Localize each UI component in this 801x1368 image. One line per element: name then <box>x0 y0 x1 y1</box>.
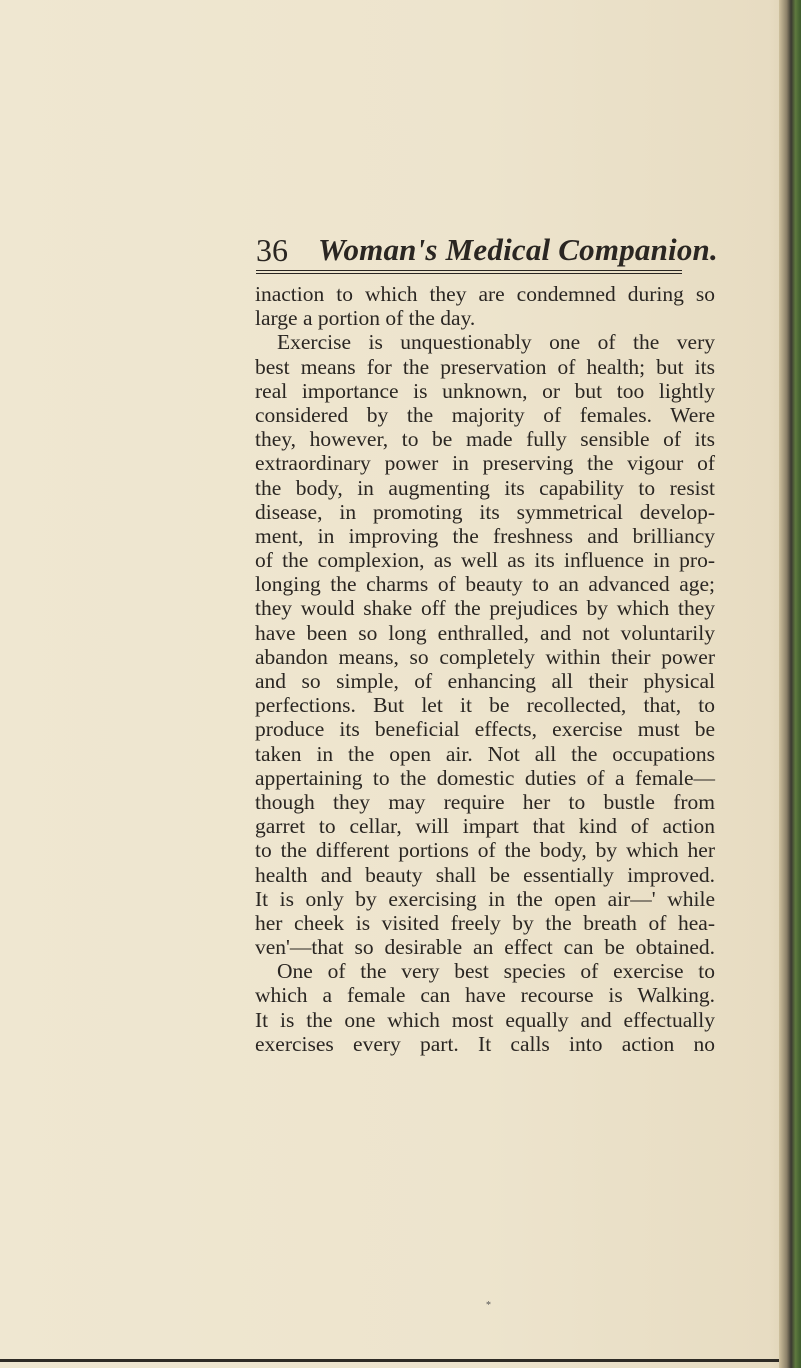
page-header <box>256 232 736 272</box>
text-line: large a portion of the day. <box>255 306 476 331</box>
text-line: and so simple, of enhancing all their physical <box>255 669 715 693</box>
text-line: disease, in promoting its symmetrical develop- <box>255 499 715 524</box>
text-line: health and beauty shall be essentially improved. <box>255 862 715 887</box>
header-rule <box>256 270 682 274</box>
text-line: inaction to which they are condemned during so <box>255 282 715 306</box>
text-line: of the complexion, as well as its influence in pro- <box>255 548 715 573</box>
page-bottom-edge <box>0 1359 779 1362</box>
text-line: they, however, to be made fully sensible of its <box>255 427 715 452</box>
text-line: her cheek is visited freely by the breath of hea- <box>255 910 715 935</box>
book-binding-edge <box>779 0 801 1368</box>
text-line: the body, in augmenting its capability to resist <box>255 475 715 500</box>
text-line: taken in the open air. Not all the occupations <box>255 741 715 766</box>
body-text <box>255 282 715 1056</box>
text-line: though they may require her to bustle from <box>255 789 715 814</box>
text-line: abandon means, so completely within their power <box>255 644 715 669</box>
text-line: produce its beneficial effects, exercise must be <box>255 717 715 742</box>
text-line: perfections. But let it be recollected, that, to <box>255 693 715 718</box>
text-line: they would shake off the prejudices by which they <box>255 596 715 621</box>
text-line: garret to cellar, will impart that kind of action <box>255 814 715 839</box>
text-line: best means for the preservation of health; but its <box>255 354 715 379</box>
running-title: Woman's Medical Companion. <box>318 232 718 267</box>
text-line: ven'—that so desirable an effect can be obtained. <box>255 935 715 960</box>
text-line: ment, in improving the freshness and brilliancy <box>255 523 715 548</box>
text-line: extraordinary power in preserving the vigour of <box>255 451 715 476</box>
text-line: It is only by exercising in the open air—' while <box>255 886 715 911</box>
text-line: exercises every part. It calls into action no <box>255 1031 715 1056</box>
text-line: Exercise is unquestionably one of the very <box>277 330 715 355</box>
text-line: have been so long enthralled, and not voluntarily <box>255 620 715 645</box>
text-line: One of the very best species of exercise to <box>277 959 715 984</box>
text-line: It is the one which most equally and effectually <box>255 1007 715 1032</box>
text-line: to the different portions of the body, by which her <box>255 838 715 863</box>
text-line: considered by the majority of females. Were <box>255 402 715 427</box>
text-line: longing the charms of beauty to an advanced age; <box>255 572 715 597</box>
page-number: 36 <box>256 232 288 268</box>
text-line: which a female can have recourse is Walking. <box>255 983 715 1008</box>
footer-mark: * <box>486 1300 491 1311</box>
text-line: appertaining to the domestic duties of a female— <box>255 765 715 790</box>
text-line: real importance is unknown, or but too lightly <box>255 378 715 403</box>
